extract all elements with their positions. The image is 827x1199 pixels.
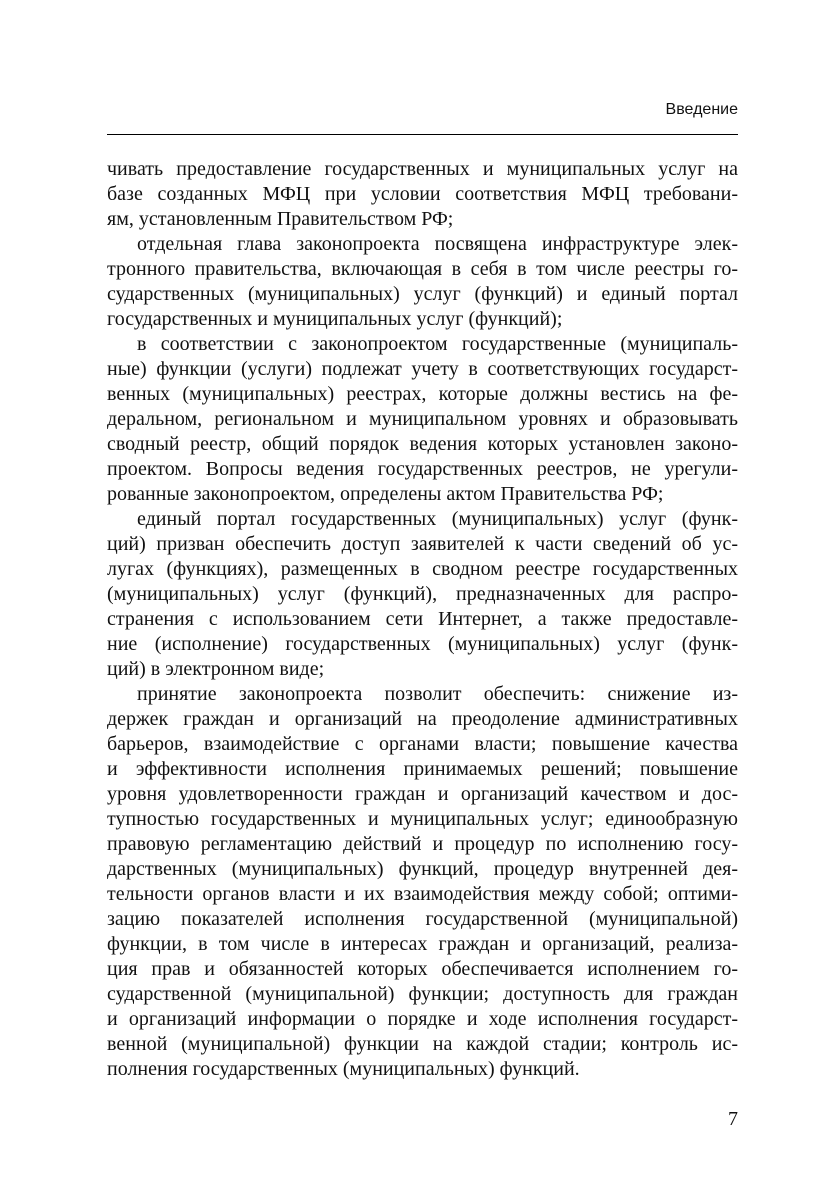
text-line: проектом. Вопросы ведения государственных реестров, не урегули- bbox=[107, 458, 738, 480]
page-number: 7 bbox=[728, 1108, 738, 1130]
text-line: странения с использованием сети Интернет, а также предоставле- bbox=[107, 608, 738, 630]
text-line: чивать предоставление государственных и муниципальных услуг на bbox=[107, 158, 738, 180]
text-line: (муниципальных) услуг (функций), предназначенных для распро- bbox=[107, 583, 738, 605]
text-line: и организаций информации о порядке и ходе исполнения государст- bbox=[107, 1008, 738, 1030]
text-line: сударственных (муниципальных) услуг (функций) и единый портал bbox=[107, 283, 738, 305]
running-header: Введение bbox=[665, 101, 738, 118]
text-line: рованные законопроектом, определены актом Правительства РФ; bbox=[107, 483, 664, 505]
paragraph-first-line: отдельная глава законопроекта посвящена инфраструктуре элек- bbox=[137, 233, 738, 255]
text-line: лугах (функциях), размещенных в сводном реестре государственных bbox=[107, 558, 738, 580]
text-line: сударственной (муниципальной) функции; доступность для граждан bbox=[107, 983, 738, 1005]
text-line: ям, установленным Правительством РФ; bbox=[107, 208, 454, 230]
text-line: держек граждан и организаций на преодоление административных bbox=[107, 708, 738, 730]
header-rule bbox=[107, 134, 738, 135]
body-text bbox=[107, 157, 738, 1082]
text-line: и эффективности исполнения принимаемых решений; повышение bbox=[107, 758, 738, 780]
paragraph-first-line: в соответствии с законопроектом государственные (муниципаль- bbox=[137, 333, 738, 355]
text-line: правовую регламентацию действий и процедур по исполнению госу- bbox=[107, 833, 738, 855]
text-line: зацию показателей исполнения государственной (муниципальной) bbox=[107, 908, 738, 930]
text-line: полнения государственных (муниципальных) функций. bbox=[107, 1058, 580, 1080]
text-line: ций) в электронном виде; bbox=[107, 658, 325, 680]
text-line: сводный реестр, общий порядок ведения которых установлен законо- bbox=[107, 433, 738, 455]
text-line: барьеров, взаимодействие с органами власти; повышение качества bbox=[107, 733, 738, 755]
text-line: дарственных (муниципальных) функций, процедур внутренней дея- bbox=[107, 858, 738, 880]
text-line: венной (муниципальной) функции на каждой стадии; контроль ис- bbox=[107, 1033, 738, 1055]
text-line: ние (исполнение) государственных (муниципальных) услуг (функ- bbox=[107, 633, 738, 655]
text-line: тупностью государственных и муниципальных услуг; единообразную bbox=[107, 808, 738, 830]
text-line: базе созданных МФЦ при условии соответствия МФЦ требовани- bbox=[107, 183, 738, 205]
text-line: функции, в том числе в интересах граждан и организаций, реализа- bbox=[107, 933, 738, 955]
text-line: венных (муниципальных) реестрах, которые должны вестись на фе- bbox=[107, 383, 738, 405]
text-line: тронного правительства, включающая в себя в том числе реестры го- bbox=[107, 258, 738, 280]
text-line: деральном, региональном и муниципальном уровнях и образовывать bbox=[107, 408, 738, 430]
text-line: государственных и муниципальных услуг (функций); bbox=[107, 308, 563, 330]
text-line: ций) призван обеспечить доступ заявителей к части сведений об ус- bbox=[107, 533, 738, 555]
text-line: ция прав и обязанностей которых обеспечивается исполнением го- bbox=[107, 958, 738, 980]
paragraph-first-line: единый портал государственных (муниципальных) услуг (функ- bbox=[137, 508, 738, 530]
text-line: тельности органов власти и их взаимодействия между собой; оптими- bbox=[107, 883, 738, 905]
paragraph-first-line: принятие законопроекта позволит обеспечить: снижение из- bbox=[137, 683, 738, 705]
text-line: ные) функции (услуги) подлежат учету в соответствующих государст- bbox=[107, 358, 738, 380]
text-line: уровня удовлетворенности граждан и организаций качеством и дос- bbox=[107, 783, 738, 805]
